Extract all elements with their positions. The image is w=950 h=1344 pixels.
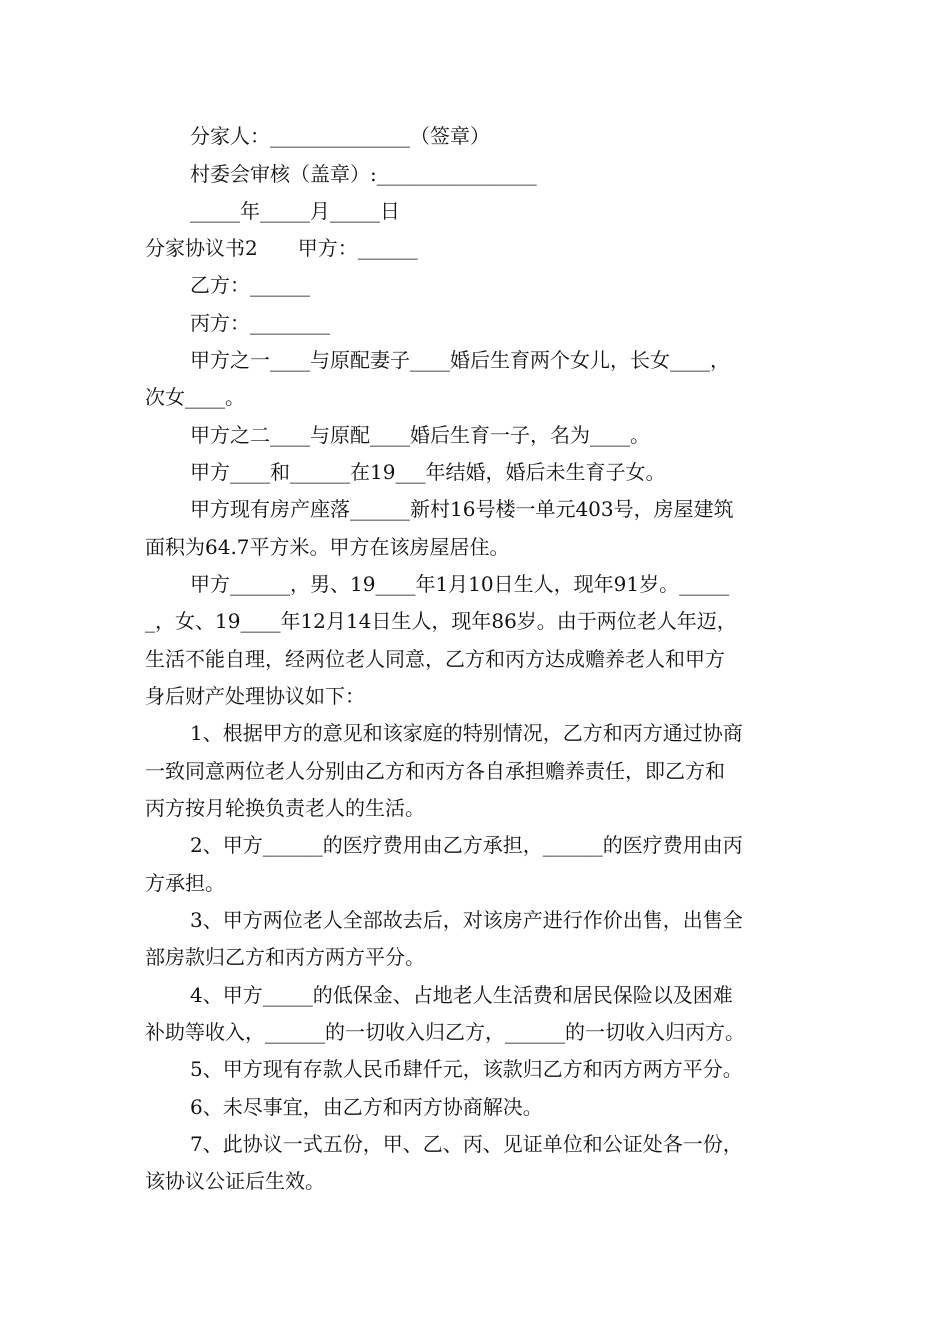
clause-3-line: 部房款归乙方和丙方两方平分。 <box>145 945 425 969</box>
paragraph-line: 甲方之二____与原配____婚后生育一子，名为____。 <box>190 423 650 447</box>
signature-line-village-committee: 村委会审核（盖章）:________________ <box>190 162 537 186</box>
clause-3-line: 3、甲方两位老人全部故去后，对该房产进行作价出售，出售全 <box>190 908 743 932</box>
clause-5-line: 5、甲方现有存款人民币肆仟元，该款归乙方和丙方两方平分。 <box>190 1057 743 1081</box>
clause-7-line: 该协议公证后生效。 <box>145 1169 325 1193</box>
paragraph-line: 甲方____和______在19___年结婚，婚后未生育子女。 <box>190 460 666 484</box>
party-c-line: 丙方：________ <box>190 311 330 335</box>
clause-2-line: 方承担。 <box>145 871 225 895</box>
clause-1-line: 一致同意两位老人分别由乙方和丙方各自承担赡养责任，即乙方和 <box>145 759 725 783</box>
paragraph-line: 甲方______，男、19____年1月10日生人，现年91岁。_____ <box>190 572 730 596</box>
date-line: _____年_____月_____日 <box>190 199 400 223</box>
paragraph-line: _，女、19____年12月14日生人，现年86岁。由于两位老人年迈， <box>145 609 737 633</box>
clause-7-line: 7、此协议一式五份，甲、乙、丙、见证单位和公证处各一份， <box>190 1132 743 1156</box>
paragraph-line: 身后财产处理协议如下： <box>145 684 365 708</box>
paragraph-line: 生活不能自理，经两位老人同意，乙方和丙方达成赡养老人和甲方 <box>145 647 725 671</box>
clause-1-line: 丙方按月轮换负责老人的生活。 <box>145 796 425 820</box>
clause-4-line: 4、甲方_____的低保金、占地老人生活费和居民保险以及困难 <box>190 983 733 1007</box>
clause-1-line: 1、根据甲方的意见和该家庭的特别情况，乙方和丙方通过协商 <box>190 721 743 745</box>
paragraph-line: 甲方现有房产座落______新村16号楼一单元403号，房屋建筑 <box>190 497 734 521</box>
party-b-line: 乙方：______ <box>190 273 310 297</box>
clause-4-line: 补助等收入，______的一切收入归乙方，______的一切收入归丙方。 <box>145 1020 745 1044</box>
agreement-title-party-a: 分家协议书2 甲方：______ <box>145 236 418 260</box>
paragraph-line: 面积为64.7平方米。甲方在该房屋居住。 <box>145 535 510 559</box>
signature-line-family-member: 分家人：______________（签章） <box>190 124 490 148</box>
paragraph-line: 次女____。 <box>145 385 245 409</box>
paragraph-line: 甲方之一____与原配妻子____婚后生育两个女儿，长女____， <box>190 348 730 372</box>
clause-6-line: 6、未尽事宜，由乙方和丙方协商解决。 <box>190 1095 543 1119</box>
clause-2-line: 2、甲方______的医疗费用由乙方承担，______的医疗费用由丙 <box>190 833 743 857</box>
